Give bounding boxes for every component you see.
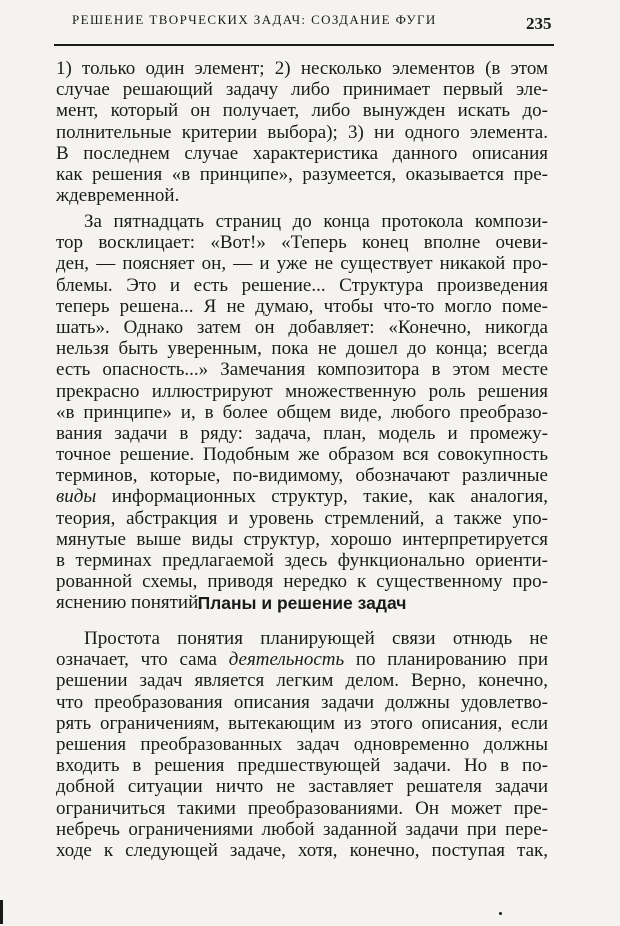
text-line: добной ситуации ничто не заставляет решателя задачи bbox=[56, 776, 548, 798]
text-line: прекрасно иллюстрируют множественную роль решения bbox=[56, 380, 548, 402]
text-line: точное решение. Подобным же образом вся совокупность bbox=[56, 444, 548, 466]
text-line: входить в решения предшествующей задачи. Но в по- bbox=[56, 755, 548, 777]
text-line: В последнем случае характеристика данного описания bbox=[56, 142, 548, 164]
text-line: 1) только один элемент; 2) несколько элементов (в этом bbox=[56, 58, 548, 79]
text-line bbox=[56, 649, 548, 670]
text-line: случае решающий задачу либо принимает первый эле- bbox=[56, 79, 548, 101]
text-line: рять ограничениям, вытекающим из этого описания, если bbox=[56, 712, 548, 734]
text-run: по планированию при bbox=[344, 649, 548, 671]
text-line: яснению понятий. bbox=[56, 592, 204, 614]
text-line: ходе к следующей задаче, хотя, конечно, поступая так, bbox=[56, 839, 548, 861]
italic-term: деятельность bbox=[228, 649, 345, 671]
text-line: «в принципе» и, в более общем виде, любого преобразо- bbox=[56, 401, 548, 423]
text-line: ден, — поясняет он, — и уже не существует никакой про- bbox=[56, 253, 548, 275]
text-run: означает, что сама bbox=[56, 649, 229, 671]
text-line: небречь ограничениями любой заданной задачи при пере- bbox=[56, 818, 548, 840]
scan-edge-mark bbox=[0, 900, 3, 924]
text-run: информационных структур, такие, как аналогия, bbox=[96, 486, 548, 508]
text-line: полнительные критерии выбора); 3) ни одного элемента. bbox=[56, 121, 548, 143]
text-line: решении задач является легким делом. Верно, конечно, bbox=[56, 670, 548, 692]
text-line: в терминах предлагаемой здесь функционально ориенти- bbox=[56, 550, 548, 571]
text-line: блемы. Это и есть решение... Структура произведения bbox=[56, 274, 548, 296]
italic-term: виды bbox=[56, 486, 97, 508]
text-line: что преобразования описания задачи должны удовлетво- bbox=[56, 691, 548, 713]
text-line: теперь решена... Я не думаю, чтобы что-то могло поме- bbox=[56, 295, 548, 317]
paragraph-3 bbox=[56, 628, 548, 861]
text-line: За пятнадцать страниц до конца протокола компози- bbox=[84, 211, 548, 232]
text-line: ждевременной. bbox=[56, 185, 180, 207]
running-head: РЕШЕНИЕ ТВОРЧЕСКИХ ЗАДАЧ: СОЗДАНИЕ ФУГИ bbox=[72, 12, 437, 27]
text-line: ограничиться такими преобразованиями. Он может пре- bbox=[56, 797, 548, 819]
text-line: есть опасность...» Замечания композитора в этом месте bbox=[56, 359, 548, 381]
paragraph-2 bbox=[56, 211, 548, 614]
text-line: шать». Однако затем он добавляет: «Конечно, никогда bbox=[56, 316, 548, 338]
text-line: тор восклицает: «Вот!» «Теперь конец вполне очеви- bbox=[56, 232, 548, 254]
section-heading: Планы и решение задач bbox=[197, 593, 407, 613]
text-line: теория, абстракция и уровень стремлений, а также упо- bbox=[56, 507, 548, 529]
text-line: терминов, которые, по-видимому, обозначают различные bbox=[56, 465, 548, 487]
text-line: вания задачи в ряду: задача, план, модель и промежу- bbox=[56, 422, 548, 444]
text-line: рованной схемы, приводя нередко к существенному про- bbox=[56, 571, 548, 593]
header-rule bbox=[54, 44, 554, 46]
scan-speck bbox=[499, 912, 502, 915]
text-line: нельзя быть уверенным, пока не дошел до конца; всегда bbox=[56, 338, 548, 360]
text-line: мент, который он получает, либо вынужден искать до- bbox=[56, 100, 548, 122]
text-line: Простота понятия планирующей связи отнюдь не bbox=[84, 628, 548, 649]
text-line bbox=[56, 486, 548, 507]
page-number: 235 bbox=[526, 14, 552, 33]
paragraph-1 bbox=[56, 58, 548, 206]
text-line: решения преобразованных задач одновременно должны bbox=[56, 733, 548, 755]
text-line: мянутые выше виды структур, хорошо интерпретируется bbox=[56, 528, 548, 550]
text-line: как решения «в принципе», разумеется, оказывается пре- bbox=[56, 163, 548, 185]
